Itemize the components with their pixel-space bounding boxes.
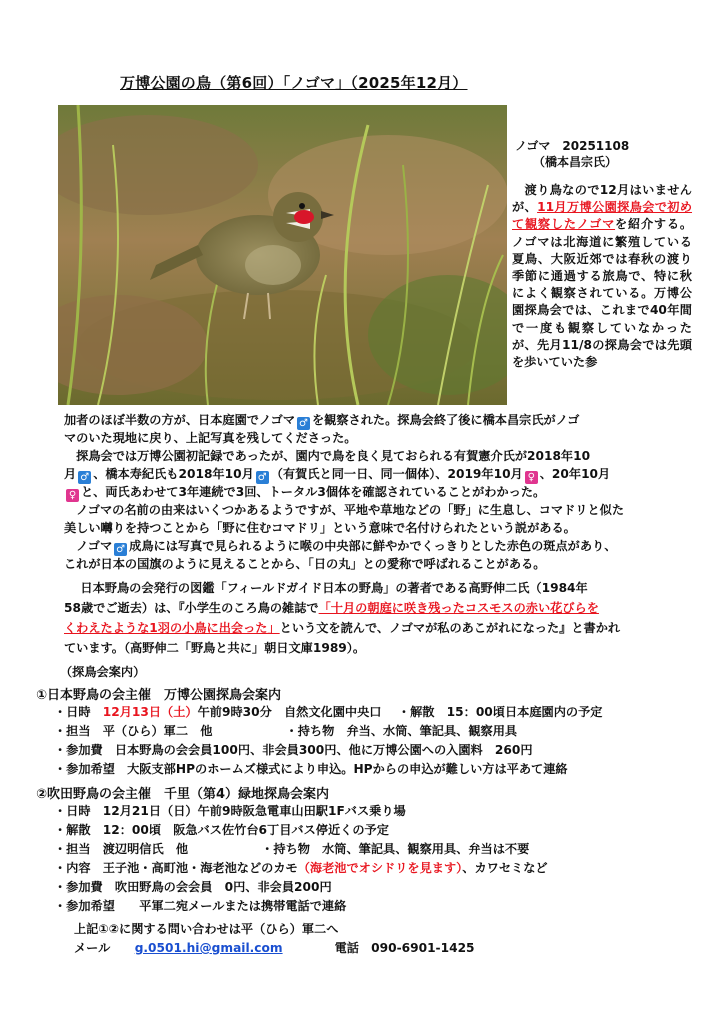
event2-content-text: ・内容 王子池・高町池・海老池などのカモ	[54, 861, 298, 875]
body-line-12	[64, 619, 620, 636]
body-text: 月	[64, 467, 77, 481]
event2-content	[54, 859, 548, 876]
side-text-1: 渡り鳥なので12月はいませんが、	[512, 183, 692, 215]
event2-content-text: 、カワセミなど	[462, 861, 548, 875]
male-icon: ♂	[297, 417, 310, 430]
event1-title: ①日本野鳥の会主催 万博公園探鳥会案内	[36, 688, 282, 703]
body-line-7: 美しい囀りを持つことから「野に住むコマドリ」という意味で名付けられたという説がある。	[64, 521, 576, 535]
body-text: 加者のほぼ半数の方が、日本庭園でノゴマ	[64, 413, 295, 427]
event2-date: ・日時 12月21日（日）午前9時阪急電車山田駅1Fバス乗り場	[54, 804, 406, 818]
caption-title: ノゴマ 20251108	[515, 139, 630, 153]
side-paragraph	[512, 182, 692, 371]
body-text: 成鳥には写真で見られるように喉の中央部に鮮やかでくっきりとした赤色の斑点があり、	[129, 539, 617, 553]
caption-photographer: （橋本昌宗氏）	[533, 155, 618, 169]
male-icon: ♂	[114, 543, 127, 556]
quote-highlight: 「十月の朝庭に咲き残ったコスモスの赤い花びらを	[318, 601, 599, 615]
male-icon: ♂	[256, 471, 269, 484]
body-line-2: マのいた現地に戻り、上記写真を残してくださった。	[64, 431, 357, 445]
male-icon: ♂	[78, 471, 91, 484]
body-text: ノゴマ	[64, 539, 113, 553]
side-text-highlight: 11月万博公園探鳥会で初めて観察したノゴマ	[512, 200, 693, 232]
mail-link[interactable]: g.0501.hi@gmail.com	[134, 941, 283, 955]
body-text: 、橋本寿紀氏も2018年10月	[93, 467, 254, 481]
body-text: 58歳でご逝去）は、『小学生のころ鳥の雑誌で	[64, 601, 319, 615]
event1-date-label: ・日時	[54, 705, 103, 719]
body-text: 、20年10月	[539, 467, 611, 481]
body-line-3: 探鳥会では万博公園初記録であったが、園内で鳥を良く見ておられる有賀憲介氏が2018年10	[64, 449, 591, 463]
body-text: を観察された。探鳥会終了後に橋本昌宗氏がノゴ	[311, 413, 580, 427]
contact-details	[74, 939, 475, 956]
bird-illustration	[58, 105, 507, 405]
body-line-13: ています。（高野伸二「野鳥と共に」朝日文庫1989）。	[64, 641, 366, 655]
body-text: （有賀氏と同一日、同一個体）、2019年10月	[270, 467, 523, 481]
event2-title: ②吹田野鳥の会主催 千里（第4）緑地探鳥会案内	[36, 787, 330, 802]
body-line-5	[64, 483, 545, 502]
event1-date	[54, 703, 602, 720]
event1-staff: ・担当 平（ひら）軍二 他 ・持ち物 弁当、水筒、筆記具、観察用具	[54, 724, 518, 738]
female-icon: ♀	[525, 471, 538, 484]
guide-heading: （探鳥会案内）	[60, 665, 146, 679]
body-text: という文を読んで、ノゴマが私のあこがれになった』と書かれ	[279, 621, 621, 635]
quote-highlight: くわえたような1羽の小鳥に出会った」	[64, 621, 280, 635]
tel-number: 電話 090-6901-1425	[334, 941, 475, 955]
body-line-8	[64, 537, 616, 556]
body-text: と、両氏あわせて3年連続で3回、トータル3個体を確認されていることがわかった。	[81, 485, 546, 499]
body-line-9: これが日本の国旗のように見えることから、「日の丸」との愛称で呼ばれることがある。	[64, 557, 546, 571]
contact-line: 上記①②に関する問い合わせは平（ひら）軍二へ	[74, 922, 339, 936]
female-icon: ♀	[66, 489, 79, 502]
body-line-11	[64, 599, 599, 616]
body-line-6: ノゴマの名前の由来はいくつかあるようですが、平地や草地などの「野」に生息し、コマドリと似た	[64, 503, 625, 517]
page-title: 万博公園の鳥（第6回）「ノゴマ」（2025年12月）	[120, 74, 468, 92]
event1-date-rest: 午前9時30分 自然文化園中央口 ・解散 15：00頃日本庭園内の予定	[197, 705, 603, 719]
event2-end: ・解散 12：00頃 阪急バス佐竹台6丁目バス停近くの予定	[54, 823, 389, 837]
event2-apply: ・参加希望 平軍二宛メールまたは携帯電話で連絡	[54, 899, 347, 913]
event2-content-highlight: （海老池でオシドリを見ます）	[297, 861, 463, 875]
body-line-4	[64, 465, 610, 484]
event1-fee: ・参加費 日本野鳥の会会員100円、非会員300円、他に万博公園への入園料 260円	[54, 743, 533, 757]
event2-staff: ・担当 渡辺明信氏 他 ・持ち物 水筒、筆記具、観察用具、弁当は不要	[54, 842, 530, 856]
event1-date-highlight: 12月13日（土）	[102, 705, 198, 719]
mail-label: メール	[74, 941, 135, 955]
event2-fee: ・参加費 吹田野鳥の会会員 0円、非会員200円	[54, 880, 332, 894]
side-text-2: を紹介する。ノゴマは北海道に繁殖している夏鳥、大阪近郊では春秋の渡り季節に通過する旅鳥で、特に秋によく観察されている。万博公園探鳥会では、これまで40年間で一度も観察していなかったが、先月11/8の探鳥会では先頭を歩いていた参	[512, 217, 693, 370]
photo-caption	[515, 138, 629, 170]
body-line-1	[64, 411, 579, 430]
event1-apply: ・参加希望 大阪支部HPのホームズ様式により申込。HPからの申込が難しい方は平あて連絡	[54, 762, 568, 776]
bird-photo	[58, 105, 507, 405]
body-line-10: 日本野鳥の会発行の図鑑「フィールドガイド日本の野鳥」の著者である高野伸二氏（1984年	[64, 581, 588, 595]
